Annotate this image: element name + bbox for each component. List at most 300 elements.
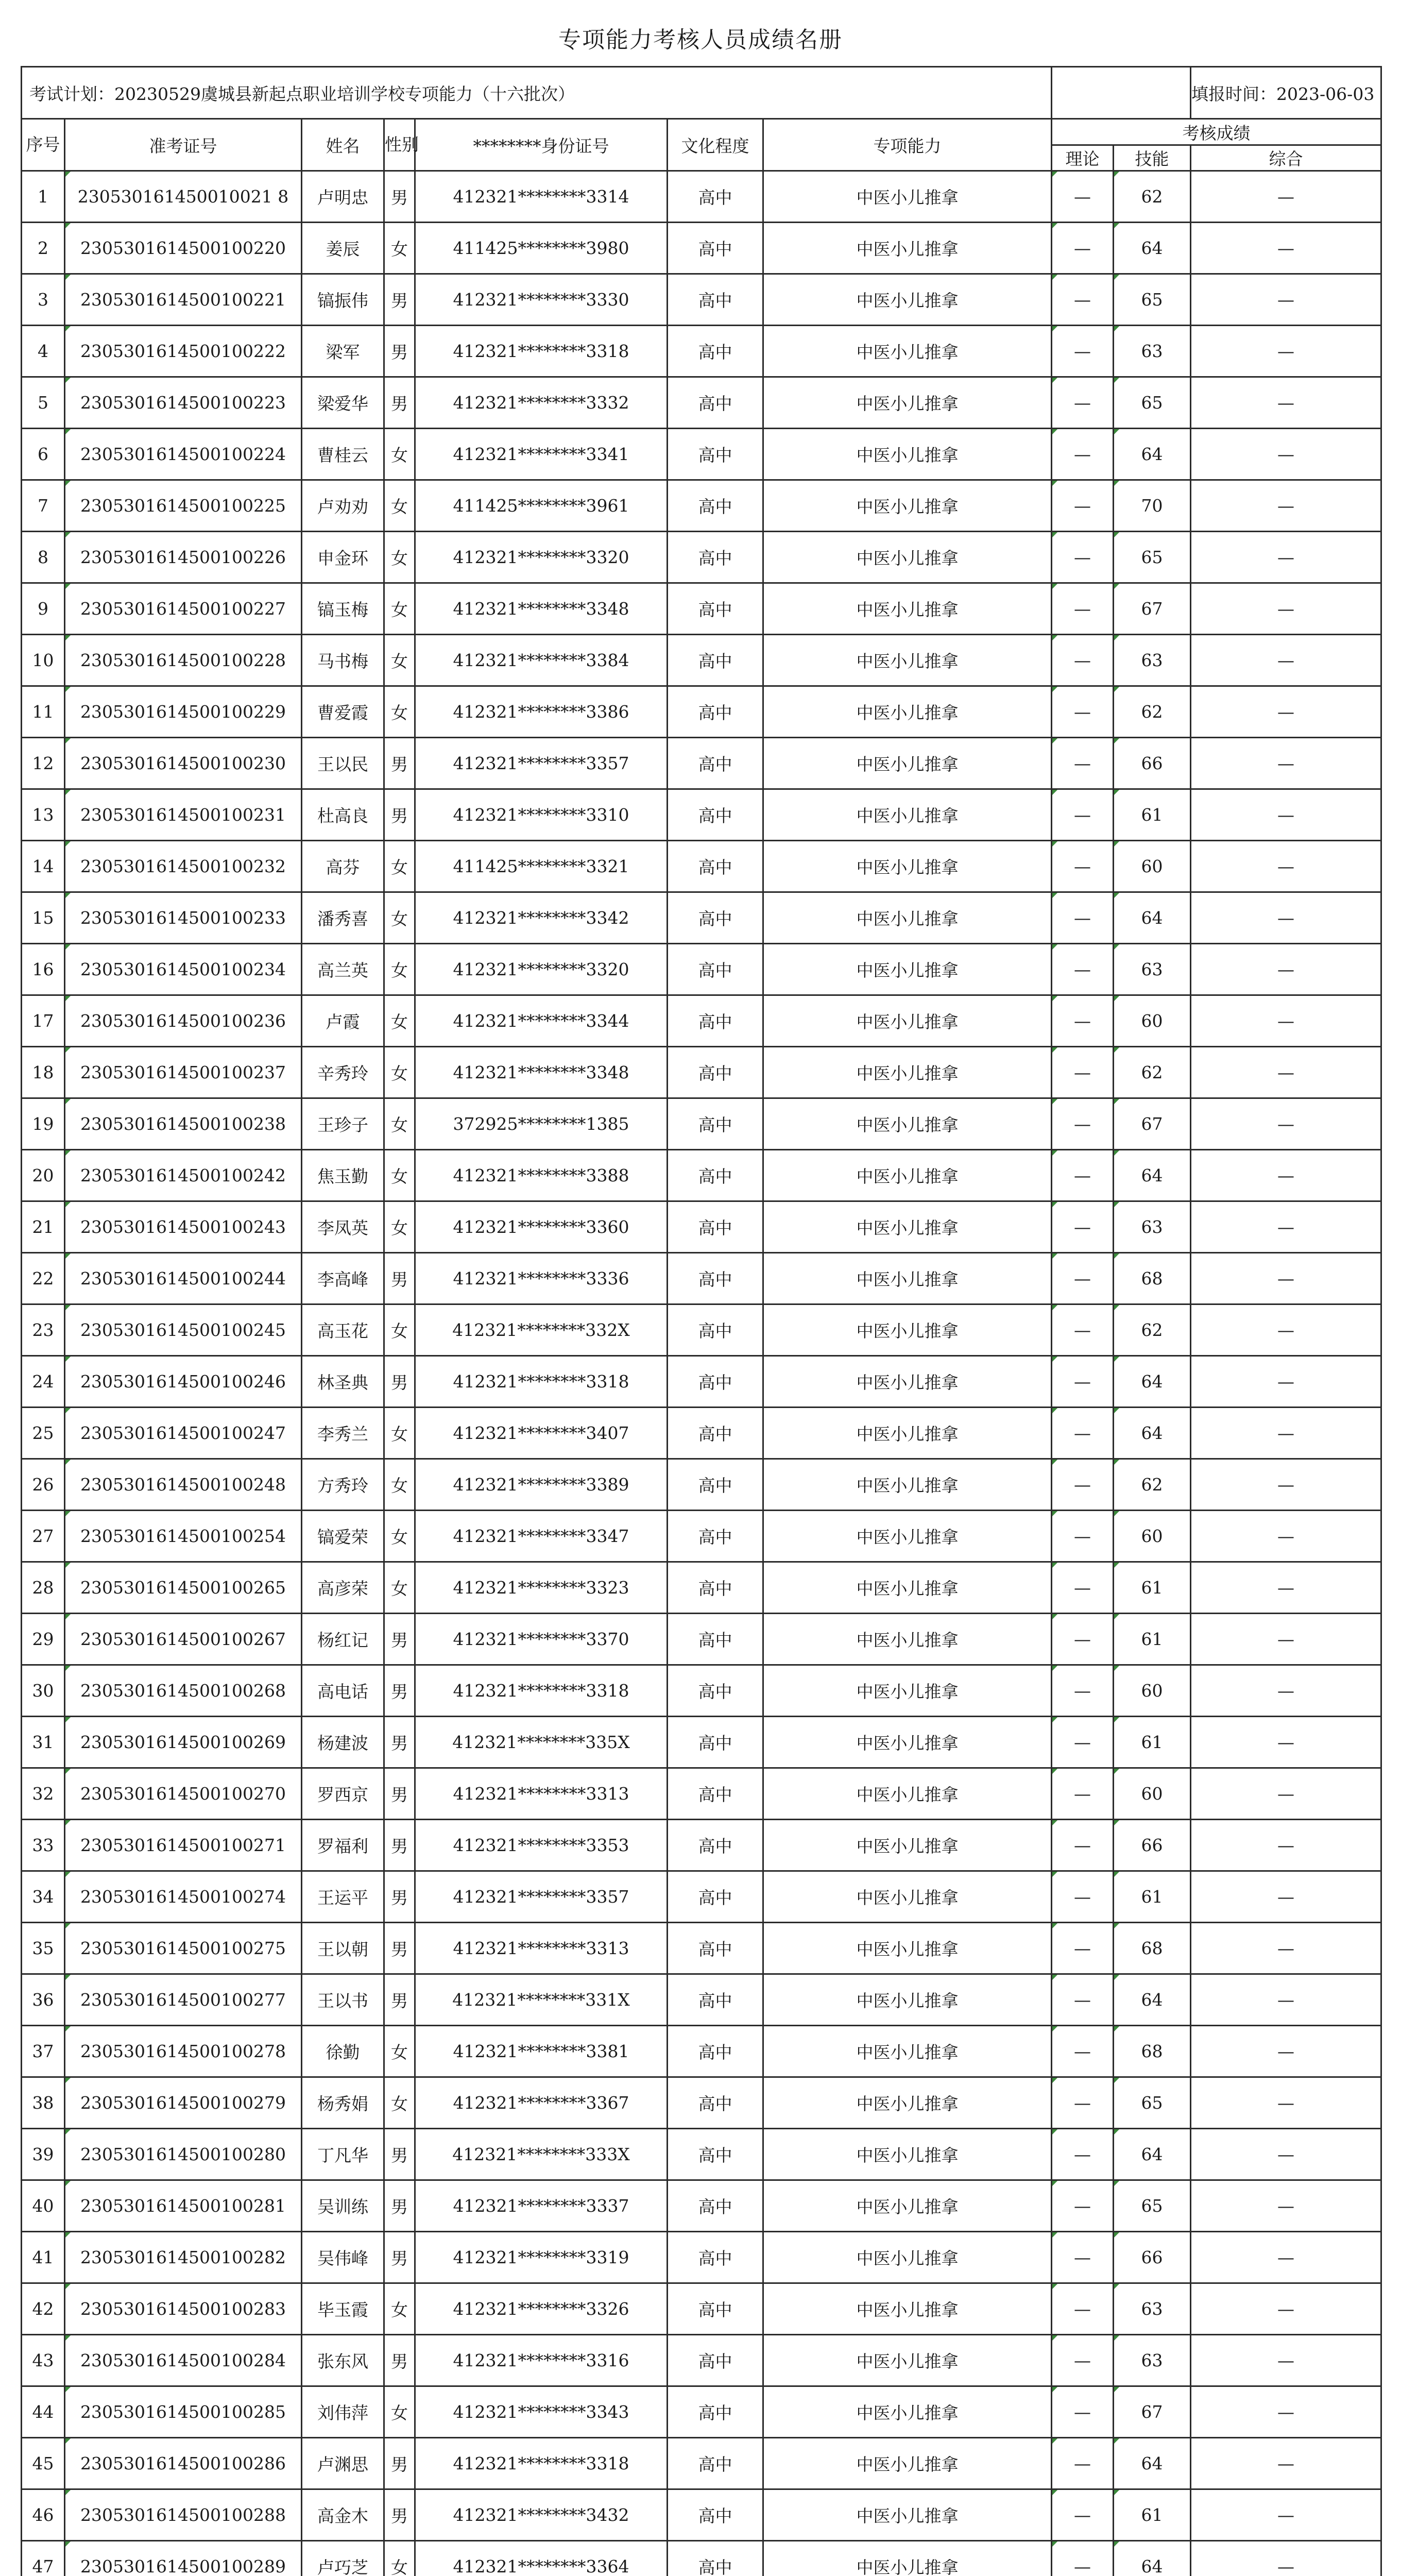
cell-seq: 31 <box>22 1717 65 1768</box>
green-corner-marker <box>65 2181 71 2186</box>
page-title: 专项能力考核人员成绩名册 <box>558 27 843 53</box>
cell-ability: 中医小儿推拿 <box>763 944 1052 995</box>
cell-ability: 中医小儿推拿 <box>763 2541 1052 2576</box>
cell-seq: 16 <box>22 944 65 995</box>
cell-name: 方秀玲 <box>302 1459 384 1511</box>
cell-education: 高中 <box>668 1820 763 1871</box>
cell-theory: — <box>1052 738 1114 789</box>
cell-skill: 64 <box>1114 892 1191 944</box>
cell-name: 罗西京 <box>302 1768 384 1820</box>
cell-overall: — <box>1191 2541 1381 2576</box>
cell-education: 高中 <box>668 1871 763 1923</box>
green-corner-marker <box>1052 1614 1057 1619</box>
green-corner-marker <box>1052 1923 1057 1928</box>
header-name: 姓名 <box>302 119 384 171</box>
table-row <box>22 1974 1381 2026</box>
cell-skill: 64 <box>1114 2541 1191 2576</box>
green-corner-marker <box>1114 893 1119 898</box>
green-corner-marker <box>1114 584 1119 589</box>
cell-theory: — <box>1052 2541 1114 2576</box>
table-row <box>22 1253 1381 1304</box>
cell-ability: 中医小儿推拿 <box>763 1150 1052 1201</box>
green-corner-marker <box>65 2490 71 2495</box>
cell-education: 高中 <box>668 944 763 995</box>
cell-id: 412321********3319 <box>415 2232 668 2283</box>
green-corner-marker <box>1114 738 1119 743</box>
green-corner-marker <box>1114 2129 1119 2134</box>
cell-theory: — <box>1052 995 1114 1047</box>
cell-education: 高中 <box>668 2077 763 2129</box>
table-row <box>22 2232 1381 2283</box>
cell-skill: 64 <box>1114 2129 1191 2180</box>
green-corner-marker <box>1052 944 1057 950</box>
cell-id: 412321********3320 <box>415 944 668 995</box>
cell-ability: 中医小儿推拿 <box>763 1408 1052 1459</box>
cell-theory: — <box>1052 944 1114 995</box>
cell-id: 411425********3980 <box>415 223 668 274</box>
table-row <box>22 841 1381 892</box>
cell-gender: 男 <box>384 1768 415 1820</box>
cell-education: 高中 <box>668 429 763 480</box>
cell-overall: — <box>1191 1356 1381 1408</box>
cell-theory: — <box>1052 1459 1114 1511</box>
cell-overall: — <box>1191 2077 1381 2129</box>
cell-seq: 23 <box>22 1304 65 1356</box>
exam-plan: 考试计划：20230529虞城县新起点职业培训学校专项能力（十六批次） <box>22 67 1052 119</box>
cell-ticket: 2305301614500100220 <box>65 223 302 274</box>
cell-theory: — <box>1052 2283 1114 2335</box>
cell-gender: 女 <box>384 429 415 480</box>
fill-time: 填报时间：2023-06-03 <box>1191 67 1381 119</box>
cell-name: 卢劝劝 <box>302 480 384 532</box>
cell-gender: 男 <box>384 2438 415 2489</box>
cell-ticket: 2305301614500100278 <box>65 2026 302 2077</box>
header-results: 考核成绩 <box>1052 119 1381 145</box>
cell-ability: 中医小儿推拿 <box>763 1098 1052 1150</box>
cell-skill: 64 <box>1114 2438 1191 2489</box>
cell-gender: 男 <box>384 2180 415 2232</box>
green-corner-marker <box>65 738 71 743</box>
table-row <box>22 2489 1381 2541</box>
green-corner-marker <box>1052 2284 1057 2289</box>
table-row <box>22 1871 1381 1923</box>
cell-name: 镐玉梅 <box>302 583 384 635</box>
cell-education: 高中 <box>668 1614 763 1665</box>
cell-gender: 女 <box>384 892 415 944</box>
green-corner-marker <box>65 893 71 898</box>
cell-skill: 65 <box>1114 2077 1191 2129</box>
cell-skill: 65 <box>1114 2180 1191 2232</box>
cell-id: 412321********3318 <box>415 1665 668 1717</box>
cell-id: 412321********3381 <box>415 2026 668 2077</box>
cell-gender: 男 <box>384 1974 415 2026</box>
green-corner-marker <box>65 481 71 486</box>
cell-name: 申金环 <box>302 532 384 583</box>
cell-theory: — <box>1052 841 1114 892</box>
header-ticket: 准考证号 <box>65 119 302 171</box>
cell-gender: 女 <box>384 1150 415 1201</box>
cell-theory: — <box>1052 2438 1114 2489</box>
cell-gender: 男 <box>384 1253 415 1304</box>
green-corner-marker <box>1114 2438 1119 2444</box>
cell-skill: 67 <box>1114 2386 1191 2438</box>
green-corner-marker <box>1052 2078 1057 2083</box>
green-corner-marker <box>1052 2129 1057 2134</box>
cell-ticket: 2305301614500100243 <box>65 1201 302 1253</box>
cell-id: 412321********3318 <box>415 1356 668 1408</box>
cell-ability: 中医小儿推拿 <box>763 1717 1052 1768</box>
cell-overall: — <box>1191 1717 1381 1768</box>
cell-id: 412321********3337 <box>415 2180 668 2232</box>
cell-name: 曹爱霞 <box>302 686 384 738</box>
cell-name: 卢渊思 <box>302 2438 384 2489</box>
green-corner-marker <box>1114 1202 1119 1207</box>
cell-seq: 11 <box>22 686 65 738</box>
cell-skill: 63 <box>1114 326 1191 377</box>
header-seq: 序号 <box>22 119 65 171</box>
cell-overall: — <box>1191 995 1381 1047</box>
cell-name: 杨秀娟 <box>302 2077 384 2129</box>
cell-skill: 61 <box>1114 2489 1191 2541</box>
cell-education: 高中 <box>668 480 763 532</box>
cell-id: 412321********3326 <box>415 2283 668 2335</box>
cell-theory: — <box>1052 480 1114 532</box>
green-corner-marker <box>1114 532 1119 537</box>
green-corner-marker <box>1114 1769 1119 1774</box>
cell-id: 412321********3313 <box>415 1768 668 1820</box>
cell-gender: 男 <box>384 326 415 377</box>
cell-ticket: 2305301614500100265 <box>65 1562 302 1614</box>
cell-ability: 中医小儿推拿 <box>763 2283 1052 2335</box>
cell-id: 411425********3321 <box>415 841 668 892</box>
cell-name: 高兰英 <box>302 944 384 995</box>
cell-education: 高中 <box>668 686 763 738</box>
cell-overall: — <box>1191 686 1381 738</box>
cell-ability: 中医小儿推拿 <box>763 583 1052 635</box>
cell-name: 高金木 <box>302 2489 384 2541</box>
cell-ticket: 2305301614500100284 <box>65 2335 302 2386</box>
green-corner-marker <box>65 1408 71 1413</box>
cell-id: 412321********3384 <box>415 635 668 686</box>
cell-ticket: 2305301614500100279 <box>65 2077 302 2129</box>
cell-skill: 61 <box>1114 789 1191 841</box>
cell-id: 412321********3360 <box>415 1201 668 1253</box>
table-row <box>22 2283 1381 2335</box>
cell-ability: 中医小儿推拿 <box>763 326 1052 377</box>
cell-seq: 47 <box>22 2541 65 2576</box>
cell-name: 卢霞 <box>302 995 384 1047</box>
cell-id: 412321********3343 <box>415 2386 668 2438</box>
green-corner-marker <box>1114 1614 1119 1619</box>
cell-ability: 中医小儿推拿 <box>763 1304 1052 1356</box>
cell-education: 高中 <box>668 171 763 223</box>
cell-education: 高中 <box>668 1717 763 1768</box>
cell-id: 412321********3332 <box>415 377 668 429</box>
cell-education: 高中 <box>668 1356 763 1408</box>
header-skill: 技能 <box>1114 145 1191 171</box>
cell-ticket: 2305301614500100270 <box>65 1768 302 1820</box>
cell-theory: — <box>1052 274 1114 326</box>
green-corner-marker <box>1052 429 1057 434</box>
cell-skill: 64 <box>1114 1150 1191 1201</box>
green-corner-marker <box>1052 481 1057 486</box>
cell-education: 高中 <box>668 1098 763 1150</box>
roster-sheet <box>21 14 1380 2576</box>
cell-education: 高中 <box>668 1511 763 1562</box>
cell-ability: 中医小儿推拿 <box>763 2180 1052 2232</box>
cell-skill: 64 <box>1114 429 1191 480</box>
cell-name: 毕玉霞 <box>302 2283 384 2335</box>
cell-seq: 42 <box>22 2283 65 2335</box>
cell-ticket: 2305301614500100280 <box>65 2129 302 2180</box>
green-corner-marker <box>1052 275 1057 280</box>
table-row <box>22 2077 1381 2129</box>
cell-education: 高中 <box>668 1304 763 1356</box>
table-row <box>22 1665 1381 1717</box>
cell-overall: — <box>1191 635 1381 686</box>
cell-overall: — <box>1191 532 1381 583</box>
cell-skill: 66 <box>1114 2232 1191 2283</box>
cell-theory: — <box>1052 1665 1114 1717</box>
cell-overall: — <box>1191 1871 1381 1923</box>
cell-theory: — <box>1052 2386 1114 2438</box>
cell-ability: 中医小儿推拿 <box>763 2489 1052 2541</box>
cell-overall: — <box>1191 1614 1381 1665</box>
cell-name: 卢巧芝 <box>302 2541 384 2576</box>
info-row <box>22 67 1381 119</box>
green-corner-marker <box>65 1563 71 1568</box>
cell-education: 高中 <box>668 2386 763 2438</box>
green-corner-marker <box>65 1666 71 1671</box>
cell-skill: 64 <box>1114 1356 1191 1408</box>
cell-name: 刘伟萍 <box>302 2386 384 2438</box>
cell-overall: — <box>1191 1098 1381 1150</box>
green-corner-marker <box>1114 1666 1119 1671</box>
cell-skill: 67 <box>1114 583 1191 635</box>
green-corner-marker <box>65 1099 71 1104</box>
cell-overall: — <box>1191 583 1381 635</box>
cell-seq: 10 <box>22 635 65 686</box>
table-row <box>22 1459 1381 1511</box>
cell-overall: — <box>1191 274 1381 326</box>
cell-overall: — <box>1191 1047 1381 1098</box>
green-corner-marker <box>1052 1717 1057 1722</box>
cell-name: 杜高良 <box>302 789 384 841</box>
cell-ability: 中医小儿推拿 <box>763 274 1052 326</box>
cell-id: 412321********3318 <box>415 2438 668 2489</box>
cell-skill: 60 <box>1114 1511 1191 1562</box>
green-corner-marker <box>65 1305 71 1310</box>
cell-skill: 62 <box>1114 1047 1191 1098</box>
green-corner-marker <box>65 944 71 950</box>
cell-gender: 女 <box>384 223 415 274</box>
cell-overall: — <box>1191 738 1381 789</box>
cell-theory: — <box>1052 2232 1114 2283</box>
cell-theory: — <box>1052 1768 1114 1820</box>
cell-skill: 60 <box>1114 995 1191 1047</box>
cell-theory: — <box>1052 2489 1114 2541</box>
cell-ticket: 2305301614500100271 <box>65 1820 302 1871</box>
green-corner-marker <box>1114 2284 1119 2289</box>
cell-ability: 中医小儿推拿 <box>763 377 1052 429</box>
cell-skill: 63 <box>1114 1201 1191 1253</box>
cell-id: 412321********3386 <box>415 686 668 738</box>
cell-id: 412321********3353 <box>415 1820 668 1871</box>
cell-ability: 中医小儿推拿 <box>763 1562 1052 1614</box>
cell-theory: — <box>1052 1923 1114 1974</box>
cell-seq: 45 <box>22 2438 65 2489</box>
green-corner-marker <box>1114 635 1119 640</box>
cell-education: 高中 <box>668 841 763 892</box>
cell-education: 高中 <box>668 2489 763 2541</box>
cell-ticket: 2305301614500100274 <box>65 1871 302 1923</box>
green-corner-marker <box>65 1511 71 1516</box>
cell-education: 高中 <box>668 1201 763 1253</box>
cell-ability: 中医小儿推拿 <box>763 1923 1052 1974</box>
cell-ticket: 2305301614500100224 <box>65 429 302 480</box>
table-row <box>22 789 1381 841</box>
cell-gender: 女 <box>384 2026 415 2077</box>
cell-skill: 63 <box>1114 2335 1191 2386</box>
green-corner-marker <box>1114 1357 1119 1362</box>
cell-name: 杨红记 <box>302 1614 384 1665</box>
cell-gender: 女 <box>384 686 415 738</box>
cell-name: 罗福利 <box>302 1820 384 1871</box>
green-corner-marker <box>1052 2335 1057 2341</box>
cell-ability: 中医小儿推拿 <box>763 1253 1052 1304</box>
cell-skill: 68 <box>1114 1253 1191 1304</box>
cell-ticket: 2305301614500100277 <box>65 1974 302 2026</box>
green-corner-marker <box>65 1975 71 1980</box>
table-row <box>22 738 1381 789</box>
green-corner-marker <box>1052 2438 1057 2444</box>
green-corner-marker <box>1052 532 1057 537</box>
cell-theory: — <box>1052 1253 1114 1304</box>
cell-seq: 15 <box>22 892 65 944</box>
cell-ticket: 2305301614500100268 <box>65 1665 302 1717</box>
cell-overall: — <box>1191 892 1381 944</box>
cell-name: 王以民 <box>302 738 384 789</box>
cell-skill: 62 <box>1114 686 1191 738</box>
cell-skill: 68 <box>1114 2026 1191 2077</box>
cell-id: 412321********3344 <box>415 995 668 1047</box>
cell-theory: — <box>1052 1150 1114 1201</box>
cell-overall: — <box>1191 2386 1381 2438</box>
cell-name: 丁凡华 <box>302 2129 384 2180</box>
cell-id: 412321********333X <box>415 2129 668 2180</box>
cell-education: 高中 <box>668 2335 763 2386</box>
green-corner-marker <box>1114 429 1119 434</box>
table-row <box>22 892 1381 944</box>
cell-theory: — <box>1052 2077 1114 2129</box>
cell-theory: — <box>1052 1304 1114 1356</box>
cell-seq: 21 <box>22 1201 65 1253</box>
cell-overall: — <box>1191 171 1381 223</box>
green-corner-marker <box>1114 2387 1119 2392</box>
green-corner-marker <box>65 1253 71 1259</box>
green-corner-marker <box>65 275 71 280</box>
cell-overall: — <box>1191 1408 1381 1459</box>
cell-gender: 男 <box>384 1923 415 1974</box>
cell-overall: — <box>1191 1974 1381 2026</box>
cell-ticket: 2305301614500100247 <box>65 1408 302 1459</box>
green-corner-marker <box>65 1047 71 1053</box>
cell-seq: 40 <box>22 2180 65 2232</box>
cell-ability: 中医小儿推拿 <box>763 2129 1052 2180</box>
table-row <box>22 2129 1381 2180</box>
green-corner-marker <box>65 996 71 1001</box>
green-corner-marker <box>1052 1408 1057 1413</box>
green-corner-marker <box>65 1614 71 1619</box>
cell-id: 372925********1385 <box>415 1098 668 1150</box>
cell-overall: — <box>1191 326 1381 377</box>
cell-overall: — <box>1191 1665 1381 1717</box>
cell-name: 镐爱荣 <box>302 1511 384 1562</box>
cell-overall: — <box>1191 789 1381 841</box>
green-corner-marker <box>1114 1872 1119 1877</box>
cell-overall: — <box>1191 2438 1381 2489</box>
cell-seq: 12 <box>22 738 65 789</box>
cell-education: 高中 <box>668 1408 763 1459</box>
cell-gender: 男 <box>384 1717 415 1768</box>
cell-skill: 65 <box>1114 532 1191 583</box>
cell-skill: 61 <box>1114 1614 1191 1665</box>
header-row-1 <box>22 119 1381 145</box>
green-corner-marker <box>1114 1150 1119 1156</box>
cell-seq: 38 <box>22 2077 65 2129</box>
cell-seq: 22 <box>22 1253 65 1304</box>
green-corner-marker <box>65 1923 71 1928</box>
cell-ability: 中医小儿推拿 <box>763 2335 1052 2386</box>
cell-name: 马书梅 <box>302 635 384 686</box>
green-corner-marker <box>1052 2026 1057 2031</box>
cell-ticket: 230530161450010021 8 <box>65 171 302 223</box>
cell-name: 张东风 <box>302 2335 384 2386</box>
cell-ability: 中医小儿推拿 <box>763 223 1052 274</box>
cell-seq: 24 <box>22 1356 65 1408</box>
cell-id: 412321********3370 <box>415 1614 668 1665</box>
cell-overall: — <box>1191 2026 1381 2077</box>
cell-education: 高中 <box>668 2438 763 2489</box>
cell-education: 高中 <box>668 995 763 1047</box>
cell-theory: — <box>1052 1820 1114 1871</box>
cell-seq: 5 <box>22 377 65 429</box>
table-row <box>22 1923 1381 1974</box>
cell-gender: 女 <box>384 2541 415 2576</box>
cell-ticket: 2305301614500100245 <box>65 1304 302 1356</box>
green-corner-marker <box>1114 275 1119 280</box>
cell-overall: — <box>1191 223 1381 274</box>
cell-ticket: 2305301614500100254 <box>65 1511 302 1562</box>
green-corner-marker <box>1114 2490 1119 2495</box>
cell-education: 高中 <box>668 892 763 944</box>
green-corner-marker <box>1052 1253 1057 1259</box>
cell-education: 高中 <box>668 532 763 583</box>
green-corner-marker <box>1114 326 1119 331</box>
cell-seq: 19 <box>22 1098 65 1150</box>
cell-overall: — <box>1191 1459 1381 1511</box>
cell-theory: — <box>1052 1047 1114 1098</box>
cell-gender: 男 <box>384 738 415 789</box>
cell-education: 高中 <box>668 1923 763 1974</box>
cell-seq: 3 <box>22 274 65 326</box>
cell-id: 412321********331X <box>415 1974 668 2026</box>
cell-theory: — <box>1052 1511 1114 1562</box>
green-corner-marker <box>1052 738 1057 743</box>
cell-ticket: 2305301614500100244 <box>65 1253 302 1304</box>
cell-theory: — <box>1052 429 1114 480</box>
cell-seq: 18 <box>22 1047 65 1098</box>
